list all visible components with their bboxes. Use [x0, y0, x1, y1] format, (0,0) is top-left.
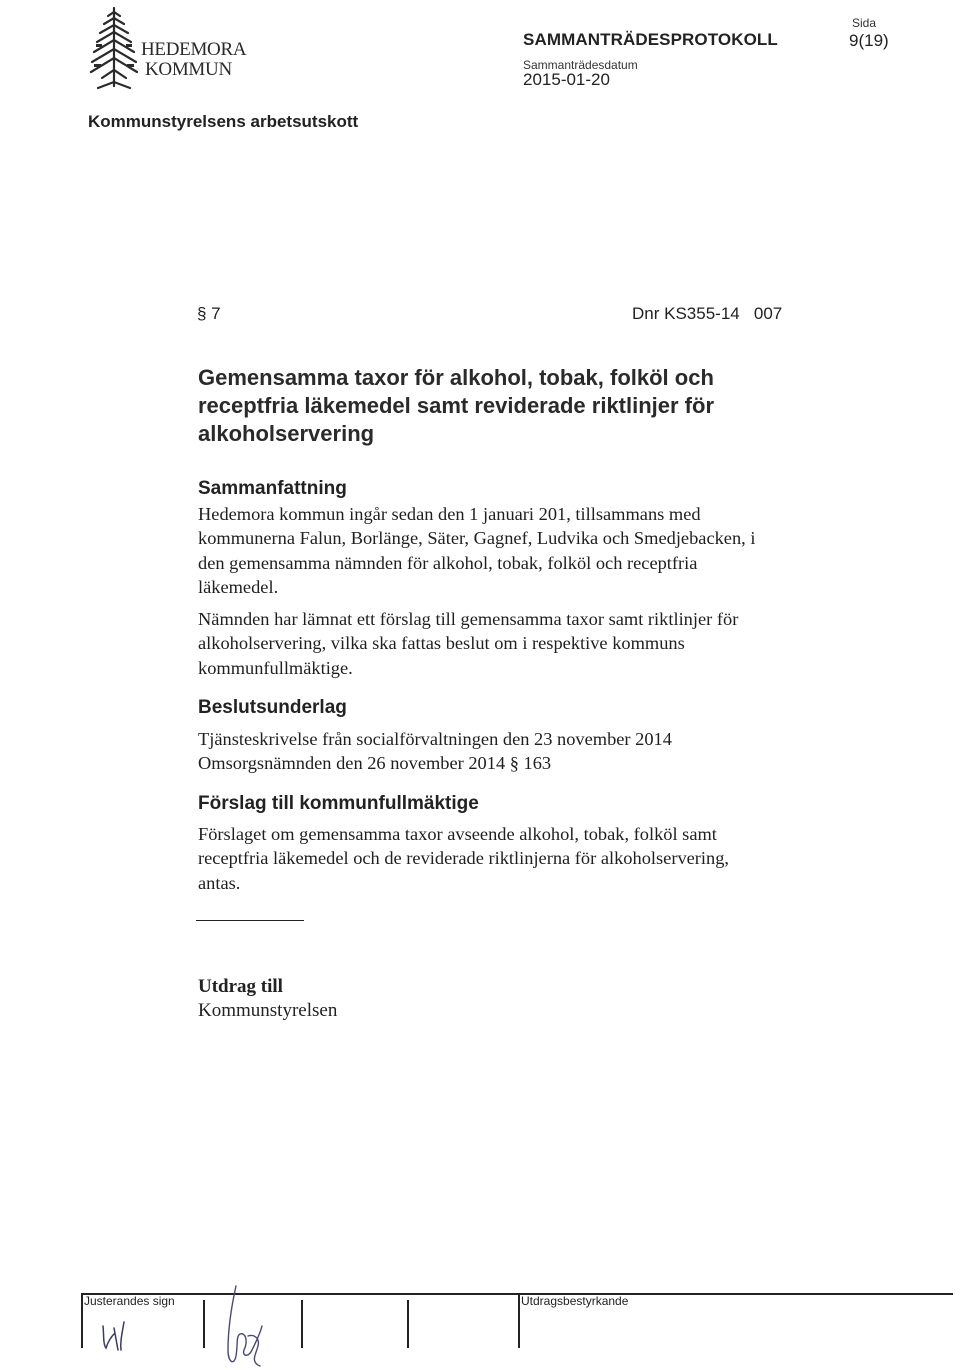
summary-paragraph-1: [198, 502, 798, 599]
footer-divider: [301, 1300, 303, 1348]
meeting-date-label: Sammanträdesdatum: [523, 58, 638, 72]
text-line: Nämnden har lämnat ett förslag till gemensamma taxor samt riktlinjer för: [198, 609, 739, 629]
logo-wordmark: [141, 40, 246, 80]
text-line: Hedemora kommun ingår sedan den 1 januari 201, tillsammans med: [198, 504, 701, 524]
text-line: Förslaget om gemensamma taxor avseende alkohol, tobak, folköl samt: [198, 824, 717, 844]
initials-signature-icon: [100, 1316, 132, 1356]
registration-number: Dnr KS355-14 007: [632, 304, 783, 323]
footer-divider: [518, 1293, 520, 1348]
extract-recipient: Kommunstyrelsen: [198, 1000, 338, 1021]
separator-line: [196, 920, 304, 921]
page-number: 9(19): [849, 31, 889, 50]
proposal-heading: Förslag till kommunfullmäktige: [198, 793, 479, 814]
text-line: kommunerna Falun, Borlänge, Säter, Gagnef, Ludvika och Smedjebacken, i: [198, 528, 756, 549]
basis-item: Omsorgsnämnden den 26 november 2014 § 163: [198, 753, 552, 774]
page-label: Sida: [852, 16, 877, 30]
footer-divider: [81, 1293, 83, 1348]
summary-paragraph-2: [198, 607, 798, 680]
justify-sign-label: Justerandes sign: [84, 1294, 175, 1308]
logo-text-line1: HEDEMORA: [141, 39, 247, 60]
hedemora-tree-logo-icon: [88, 6, 140, 92]
footer-divider: [407, 1300, 409, 1348]
text-line: kommunfullmäktige.: [198, 657, 353, 678]
summary-heading: Sammanfattning: [198, 478, 347, 499]
basis-item: Tjänsteskrivelse från socialförvaltningen den 23 november 2014: [198, 729, 672, 749]
text-line: den gemensamma nämnden för alkohol, tobak, folköl och receptfria: [198, 552, 698, 573]
section-number: § 7: [197, 304, 221, 323]
extract-label: Utdrag till: [198, 976, 283, 997]
text-line: alkoholservering, vilka ska fattas beslut om i respektive kommuns: [198, 633, 685, 654]
item-title-line: Gemensamma taxor för alkohol, tobak, folköl och: [198, 365, 714, 390]
meeting-date-value: 2015-01-20: [523, 70, 610, 89]
handwritten-signature-icon: [220, 1284, 270, 1368]
item-title-line: alkoholservering: [198, 421, 375, 446]
committee-name: Kommunstyrelsens arbetsutskott: [88, 112, 359, 131]
item-title: [198, 364, 818, 448]
text-line: läkemedel.: [198, 576, 279, 597]
document-type: SAMMANTRÄDESPROTOKOLL: [523, 30, 778, 49]
proposal-paragraph: [198, 822, 798, 895]
text-line: antas.: [198, 872, 241, 893]
basis-heading: Beslutsunderlag: [198, 697, 347, 718]
text-line: receptfria läkemedel och de reviderade riktlinjerna för alkoholservering,: [198, 848, 730, 869]
basis-list: [198, 727, 798, 776]
certify-label: Utdragsbestyrkande: [521, 1294, 629, 1308]
item-title-line: receptfria läkemedel samt reviderade riktlinjer för: [198, 393, 715, 418]
logo-text-line2: KOMMUN: [145, 59, 232, 80]
footer-top-border: [81, 1293, 953, 1295]
footer-divider: [203, 1300, 205, 1348]
